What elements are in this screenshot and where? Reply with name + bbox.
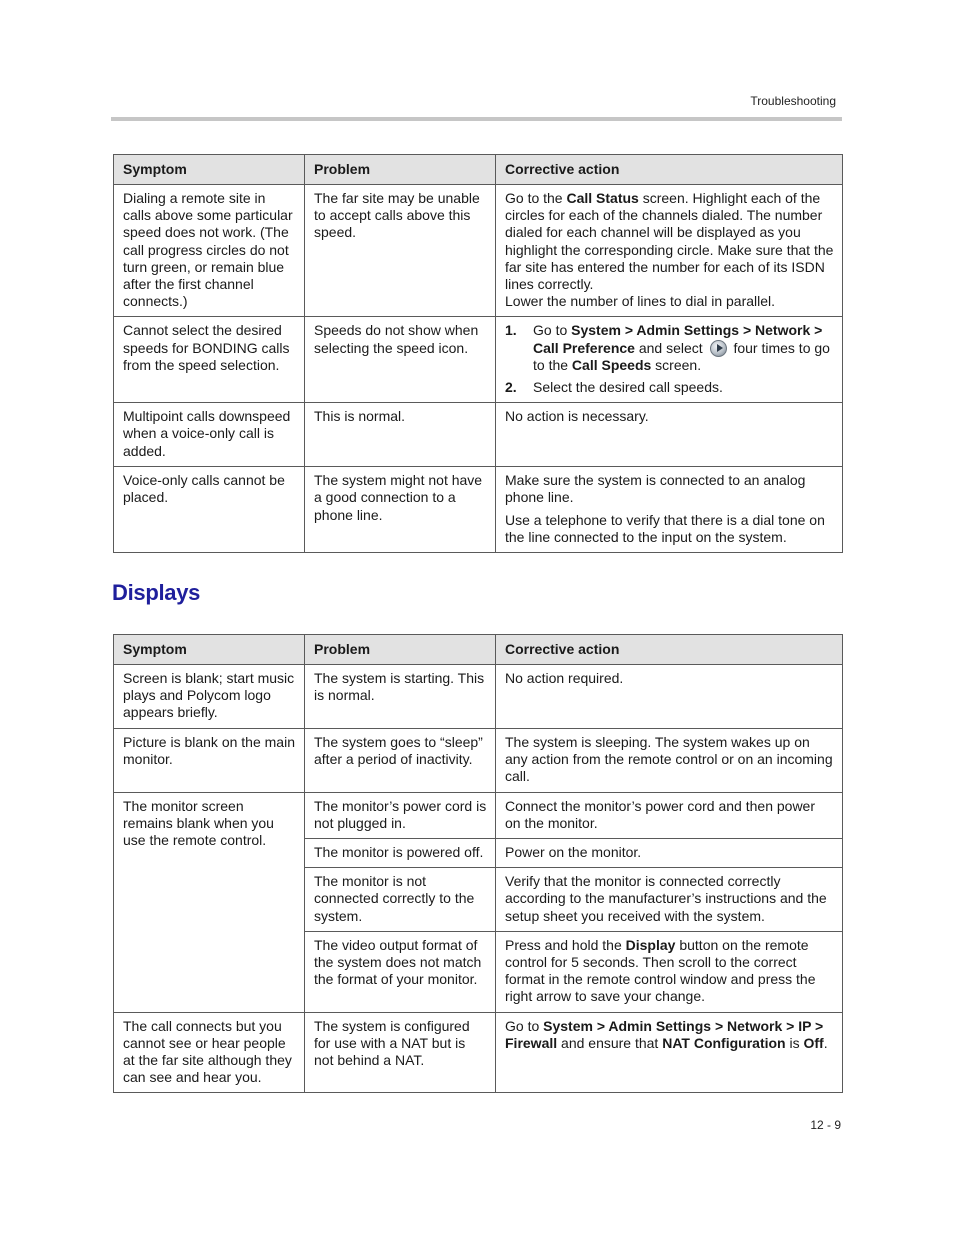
- problem-cell: The system is starting. This is normal.: [305, 665, 496, 729]
- column-header-symptom: Symptom: [114, 635, 305, 665]
- ui-path: System > Admin Settings > Network > Call Preference: [533, 322, 823, 356]
- ui-term: Display: [625, 936, 676, 953]
- ui-term: NAT Configuration: [662, 1034, 786, 1051]
- text-run: .: [823, 1034, 828, 1051]
- problem-cell: The system might not have a good connection to a phone line.: [305, 467, 496, 553]
- action-cell: [496, 931, 843, 1012]
- text-run: screen.: [651, 356, 702, 373]
- problem-cell: The monitor is powered off.: [305, 839, 496, 868]
- table-row: [114, 403, 843, 467]
- column-header-corrective-action: Corrective action: [496, 635, 843, 665]
- text-run: Select the desired call speeds.: [533, 379, 723, 396]
- action-cell: [496, 467, 843, 553]
- text-run: Go to the: [505, 190, 567, 206]
- problem-cell: This is normal.: [305, 403, 496, 467]
- troubleshooting-table-calls: [113, 154, 843, 553]
- ui-term: Call Status: [566, 190, 639, 206]
- action-paragraph: [505, 190, 834, 293]
- column-header-problem: Problem: [305, 635, 496, 665]
- problem-cell: The system is configured for use with a NAT but is not behind a NAT.: [305, 1012, 496, 1093]
- action-cell: [496, 1012, 843, 1093]
- table-row: [114, 792, 843, 838]
- symptom-cell: Voice-only calls cannot be placed.: [114, 467, 305, 553]
- symptom-cell: Cannot select the desired speeds for BONDING calls from the speed selection.: [114, 317, 305, 403]
- ui-path: System > Admin Settings > Network > IP > Firewall: [505, 1017, 824, 1051]
- steps-list: [505, 322, 834, 396]
- step-number: 2.: [505, 379, 517, 396]
- arrow-right-icon: [710, 340, 727, 357]
- action-cell: The system is sleeping. The system wakes up on any action from the remote control or on an incoming call.: [496, 729, 843, 793]
- table-header-row: [114, 155, 843, 185]
- symptom-cell: Dialing a remote site in calls above some particular speed does not work. (The call progress circles do not turn green, or remain blue after the first channel connects.): [114, 185, 305, 317]
- troubleshooting-table-displays: [113, 634, 843, 1093]
- text-run: four times to go to the: [533, 339, 830, 373]
- problem-cell: The monitor is not connected correctly to the system.: [305, 868, 496, 932]
- text-run: and select: [634, 339, 707, 356]
- problem-cell: The video output format of the system does not match the format of your monitor.: [305, 931, 496, 1012]
- action-cell: [496, 185, 843, 317]
- table-row: [114, 185, 843, 317]
- table-header-row: [114, 635, 843, 665]
- step-item: [505, 322, 834, 374]
- symptom-cell: Multipoint calls downspeed when a voice-only call is added.: [114, 403, 305, 467]
- text-run: is: [785, 1034, 804, 1051]
- step-number: 1.: [505, 322, 517, 339]
- text-run: Press and hold the: [505, 936, 626, 953]
- action-cell: No action is necessary.: [496, 403, 843, 467]
- header-rule: [111, 117, 842, 121]
- problem-cell: The monitor’s power cord is not plugged in.: [305, 792, 496, 838]
- column-header-corrective-action: Corrective action: [496, 155, 843, 185]
- table-row: [114, 1012, 843, 1093]
- text-run: Go to: [505, 1017, 544, 1034]
- text-run: screen. Highlight each of the circles for each of the channels dialed. The number dialed for each channel will be displayed as you highlight the corresponding circle. Make sure that the far site has entered the number for each of its ISDN lines correctly.: [505, 190, 834, 293]
- table-row: [114, 467, 843, 553]
- action-paragraph: Make sure the system is connected to an analog phone line.: [505, 472, 806, 506]
- text-run: Go to: [533, 322, 572, 339]
- action-cell: [496, 317, 843, 403]
- column-header-problem: Problem: [305, 155, 496, 185]
- ui-term: Off: [803, 1034, 824, 1051]
- symptom-cell: Screen is blank; start music plays and Polycom logo appears briefly.: [114, 665, 305, 729]
- table-row: [114, 665, 843, 729]
- action-cell: Power on the monitor.: [496, 839, 843, 868]
- problem-cell: Speeds do not show when selecting the speed icon.: [305, 317, 496, 403]
- action-cell: Verify that the monitor is connected correctly according to the manufacturer’s instructions and the setup sheet you received with the system.: [496, 868, 843, 932]
- text-run: and ensure that: [557, 1034, 663, 1051]
- action-cell: No action required.: [496, 665, 843, 729]
- symptom-cell: The monitor screen remains blank when you use the remote control.: [114, 792, 305, 1012]
- column-header-symptom: Symptom: [114, 155, 305, 185]
- symptom-cell: The call connects but you cannot see or hear people at the far site although they can see and hear you.: [114, 1012, 305, 1093]
- step-item: [505, 379, 834, 396]
- action-paragraph: Use a telephone to verify that there is a dial tone on the line connected to the input on the system.: [505, 511, 825, 545]
- action-paragraph: Lower the number of lines to dial in parallel.: [505, 293, 776, 310]
- section-title: Displays: [112, 580, 201, 605]
- text-run: button on the remote control for 5 seconds. Then scroll to the correct format in the remote control window and press the right arrow to save your change.: [505, 936, 816, 1005]
- ui-term: Call Speeds: [571, 356, 652, 373]
- table-row: [114, 729, 843, 793]
- table-row: [114, 317, 843, 403]
- action-cell: Connect the monitor’s power cord and then power on the monitor.: [496, 792, 843, 838]
- problem-cell: The far site may be unable to accept calls above this speed.: [305, 185, 496, 317]
- page-number: 12 - 9: [810, 1118, 841, 1132]
- problem-cell: The system goes to “sleep” after a period of inactivity.: [305, 729, 496, 793]
- running-header: Troubleshooting: [750, 94, 836, 108]
- symptom-cell: Picture is blank on the main monitor.: [114, 729, 305, 793]
